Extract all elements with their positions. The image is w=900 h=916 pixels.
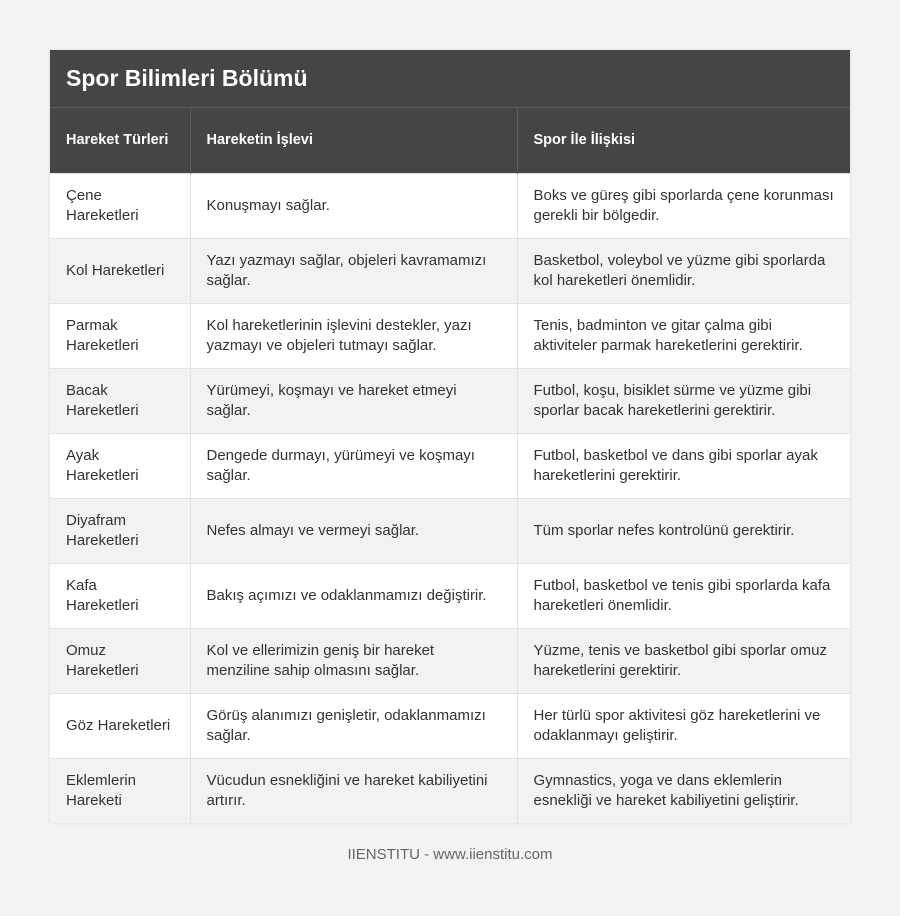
column-header-sport-relation: Spor İle İlişkisi [517, 108, 850, 173]
cell-function: Yürümeyi, koşmayı ve hareket etmeyi sağlar. [190, 368, 517, 433]
cell-function: Konuşmayı sağlar. [190, 173, 517, 238]
table-row [50, 238, 850, 303]
cell-movement-type: Çene Hareketleri [50, 173, 190, 238]
table-row [50, 303, 850, 368]
cell-movement-type: Göz Hareketleri [50, 693, 190, 758]
cell-movement-type: Diyafram Hareketleri [50, 498, 190, 563]
cell-sport-relation: Futbol, basketbol ve dans gibi sporlar ayak hareketlerini gerektirir. [517, 433, 850, 498]
cell-function: Görüş alanımızı genişletir, odaklanmamızı sağlar. [190, 693, 517, 758]
table-row [50, 628, 850, 693]
cell-sport-relation: Futbol, basketbol ve tenis gibi sporlarda kafa hareketleri önemlidir. [517, 563, 850, 628]
cell-movement-type: Parmak Hareketleri [50, 303, 190, 368]
cell-movement-type: Eklemlerin Hareketi [50, 758, 190, 823]
cell-movement-type: Omuz Hareketleri [50, 628, 190, 693]
cell-movement-type: Ayak Hareketleri [50, 433, 190, 498]
data-table [50, 108, 850, 823]
cell-sport-relation: Boks ve güreş gibi sporlarda çene korunması gerekli bir bölgedir. [517, 173, 850, 238]
table-row [50, 563, 850, 628]
cell-movement-type: Bacak Hareketleri [50, 368, 190, 433]
cell-sport-relation: Tüm sporlar nefes kontrolünü gerektirir. [517, 498, 850, 563]
cell-movement-type: Kol Hareketleri [50, 238, 190, 303]
table-header-row [50, 108, 850, 173]
cell-sport-relation: Yüzme, tenis ve basketbol gibi sporlar omuz hareketlerini gerektirir. [517, 628, 850, 693]
column-header-function: Hareketin İşlevi [190, 108, 517, 173]
cell-function: Nefes almayı ve vermeyi sağlar. [190, 498, 517, 563]
cell-function: Bakış açımızı ve odaklanmamızı değiştirir. [190, 563, 517, 628]
cell-function: Vücudun esnekliğini ve hareket kabiliyetini artırır. [190, 758, 517, 823]
table-row [50, 498, 850, 563]
table-row [50, 368, 850, 433]
cell-function: Kol hareketlerinin işlevini destekler, yazı yazmayı ve objeleri tutmayı sağlar. [190, 303, 517, 368]
cell-sport-relation: Her türlü spor aktivitesi göz hareketlerini ve odaklanmayı geliştirir. [517, 693, 850, 758]
cell-function: Kol ve ellerimizin geniş bir hareket menziline sahip olmasını sağlar. [190, 628, 517, 693]
cell-sport-relation: Futbol, koşu, bisiklet sürme ve yüzme gibi sporlar bacak hareketlerini gerektirir. [517, 368, 850, 433]
table-row [50, 758, 850, 823]
footer-credit: IIENSTITU - www.iienstitu.com [347, 846, 553, 863]
table-row [50, 693, 850, 758]
cell-function: Yazı yazmayı sağlar, objeleri kavramamızı sağlar. [190, 238, 517, 303]
cell-sport-relation: Gymnastics, yoga ve dans eklemlerin esnekliği ve hareket kabiliyetini geliştirir. [517, 758, 850, 823]
column-header-movement-type: Hareket Türleri [50, 108, 190, 173]
table-card [50, 50, 850, 823]
cell-sport-relation: Tenis, badminton ve gitar çalma gibi aktiviteler parmak hareketlerini gerektirir. [517, 303, 850, 368]
table-row [50, 433, 850, 498]
cell-function: Dengede durmayı, yürümeyi ve koşmayı sağlar. [190, 433, 517, 498]
cell-movement-type: Kafa Hareketleri [50, 563, 190, 628]
cell-sport-relation: Basketbol, voleybol ve yüzme gibi sporlarda kol hareketleri önemlidir. [517, 238, 850, 303]
table-row [50, 173, 850, 238]
page-title: Spor Bilimleri Bölümü [50, 50, 850, 108]
